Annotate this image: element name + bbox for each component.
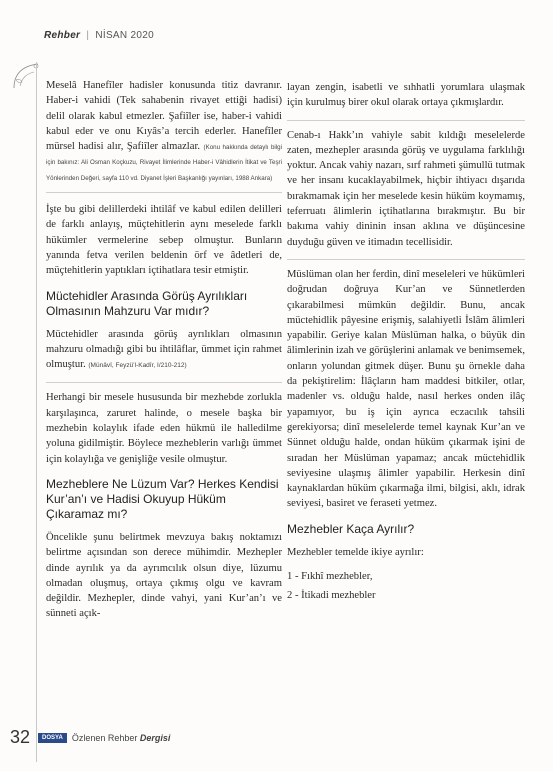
paragraph: Cenab-ı Hakk’ın vahiyle sabit kıldığı meselelerde zaten, mezhepler arasında görüş ve uygulama farklılığı yoktur. Ancak vahiy nazarı, sırf rahmeti şümullü tutmak ve her insanı kucaklayabilmek, hiçbir ihtiyacı dışarıda bırakmamak için her meselede kesin hüküm koymamış, teferruatı âlimlerin içtihatlarına bırakmıştır. Bu bir bakıma vahiy dininin insan aklına ve düşüncesine duyduğu güven ve itimadın tecellisidir.	[287, 120, 525, 250]
right-column	[287, 80, 525, 613]
paragraph-text: Müctehidler arasında görüş ayrılıkları olmasının mahzuru olmadığı gibi bu ihtilâflar, ümmet için rahmet olmuştur.	[46, 328, 282, 371]
citation: (Münâvî, Feyzü’l-Kadîr, I/210-212)	[88, 362, 187, 370]
list-item: 2 - İtikadi mezhebler	[287, 590, 376, 602]
header-separator: |	[86, 30, 90, 41]
issue-date: NİSAN 2020	[95, 30, 154, 41]
section-heading: Müctehidler Arasında Görüş Ayrılıkları Olmasının Mahzuru Var mıdır?	[46, 288, 248, 318]
section-heading: Mezhebler Kaça Ayrılır?	[287, 521, 415, 536]
corner-ornament-icon	[12, 60, 42, 90]
section-heading: Mezheblere Ne Lüzum Var? Herkes Kendisi Kur’an’ı ve Hadisi Okuyup Hüküm Çıkaramaz mı?	[46, 476, 279, 521]
paragraph-text: Meselâ Hanefîler hadisler konusunda titiz davranır. Haber-i vahidi (Tek sahabenin rivayet ettiği hadisi) delil olarak kabul etmezler. Şafiîler ise, haber-i vahidi kabul eder ve onu Kıyâs’a tercih ederler. Hanefîler mürsel hadisi alır, Şafiîler almazlar.	[46, 80, 282, 153]
brand-logo: Rehber	[44, 30, 81, 41]
column-rule	[36, 62, 37, 762]
paragraph: Öncelikle şunu belirtmek mevzuya bakış noktamızı belirtme açısından son derece mühimdir. Mezhepler dinde ayrılık ya da ayrımcılık olsun diye, lüzumu olmadan oluşmuş, ortaya çıkmış olgu ve kavram değildir. Mezhepler, dinde vahyi, yani Kur’an’ı ve sünneti açık-	[46, 531, 282, 620]
magazine-bold: Dergisi	[139, 732, 171, 743]
list-item: 1 - Fıkhî mezhebler,	[287, 571, 373, 583]
paragraph: İşte bu gibi delillerdeki ihtilâf ve kabul edilen delilleri de farklı anlayış, müçtehitlerin aynı meselede farklı hükümler vermelerine sebep olmuştur. Bunların yanında fetva verilen beldenin örf ve âdetleri de, müçtehitlerin yaptıkları içtihatlara tesir etmiştir.	[46, 204, 282, 277]
page-number: 32	[10, 727, 31, 747]
running-header	[44, 30, 154, 41]
paragraph	[46, 327, 282, 374]
paragraph: layan zengin, isabetli ve sıhhatli yorumlara ulaşmak için kurulmuş birer okul olarak ortaya çıkmışlardır.	[287, 82, 525, 109]
magazine-prefix: Özlenen Rehber	[71, 732, 138, 743]
magazine-name	[72, 733, 171, 743]
section-tag: DOSYA	[38, 733, 67, 743]
paragraph	[46, 78, 282, 193]
left-column	[46, 78, 282, 631]
paragraph: Müslüman olan her ferdin, dinî meseleleri ve hükümleri doğrudan doğruya Kur’an ve Sünnetlerden çıkarabilmesi mümkün değildir. Bunu, ancak müctehidlik pâyesine erişmiş, salahiyetli İslâm âlimleri yapabilir. Geriye kalan Müslüman halka, o büyük din âlimlerinin izah ve görüşlerini anlamak ve benimsemek, onların yolundan gitmek düşer. Bunu şu örnekle daha da pekiştirelim: İlâçların ham maddesi bitkiler, otlar, madenler vs. olduğu halde, nasıl herkes onden ilâç yapamıyor, bu iş için ayrıca eczacılık tahsili gerekiyorsa; dinî meselelerde temel kaynak Kur’an ve Sünnet olduğu halde, ondan hüküm çıkarmak işini de sıradan her Müslüman yapamaz; ancak müctehidlik seviyesine ulaşmış âlimler yapabilir. Herkesin dinî kaynaklardan hüküm çıkarmağa ilmi, bilgisi, aklı, idrak seviyesi, basiret ve feraseti yetmez.	[287, 259, 525, 512]
footnote: (Konu hakkında detaylı bilgi için bakınız: Ali Osman Koçkuzu, Rivayet İlimlerinde Haber-i Vâhidlerin İtikat ve Teşri Yönlerinden Değeri, sayfa 110 vd. Diyanet İşleri Başkanlığı yayınları, 1988 Ankara)	[46, 144, 282, 182]
paragraph: Mezhebler temelde ikiye ayrılır:	[287, 546, 424, 558]
paragraph: Herhangi bir mesele hususunda bir mezhebde zorlukla karşılaşınca, zaruret halinde, o mesele başka bir mezhebin kolaylık ifade eden hükmü ile halledilme yoluna gidilmiştir. Böylece mezheblerin varlığı ümmet için kolaylığa ve genişliğe vesile olmuştur.	[46, 382, 282, 466]
page-footer	[10, 727, 170, 748]
